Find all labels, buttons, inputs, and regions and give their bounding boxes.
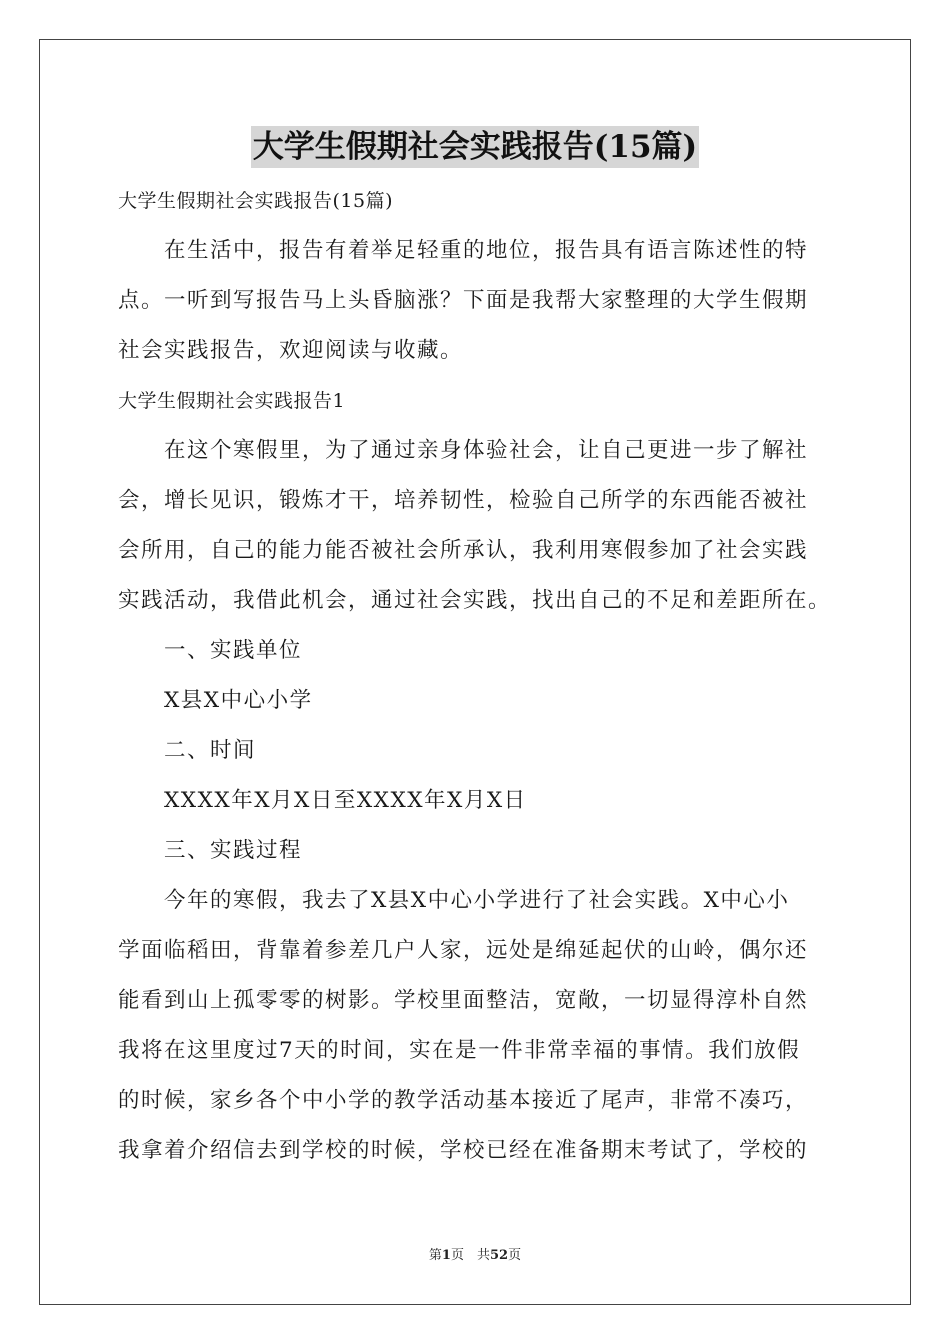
paragraph-line: 我拿着介绍信去到学校的时候，学校已经在准备期末考试了，学校的 [118, 1138, 809, 1163]
paragraph-line: 在这个寒假里，为了通过亲身体验社会，让自己更进一步了解社 [164, 438, 809, 463]
paragraph-line: 在生活中，报告有着举足轻重的地位，报告具有语言陈述性的特 [164, 238, 809, 263]
paragraph-line: 能看到山上孤零零的树影。学校里面整洁，宽敞，一切显得淳朴自然 [118, 988, 809, 1013]
footer-total-pages: 52 [489, 1248, 509, 1263]
list-value: X县X中心小学 [164, 688, 313, 713]
document-body [118, 176, 838, 1176]
paragraph-line: 会所用，自己的能力能否被社会所承认，我利用寒假参加了社会实践 [118, 538, 809, 563]
footer-suffix: 页 [508, 1248, 522, 1263]
paragraph-line: 今年的寒假，我去了X县X中心小学进行了社会实践。X中心小 [164, 888, 790, 913]
title-container [0, 126, 950, 168]
paragraph-line: 实践活动，我借此机会，通过社会实践，找出自己的不足和差距所在。 [118, 588, 832, 613]
document-title: 大学生假期社会实践报告(15篇) [251, 126, 699, 168]
footer-prefix: 第 [428, 1248, 442, 1263]
subtitle-line: 大学生假期社会实践报告(15篇) [118, 190, 394, 212]
list-value: XXXX年X月X日至XXXX年X月X日 [164, 788, 527, 813]
paragraph-line: 的时候，家乡各个中小学的教学活动基本接近了尾声，非常不凑巧， [118, 1088, 809, 1113]
paragraph-line: 会，增长见识，锻炼才干，培养韧性，检验自己所学的东西能否被社 [118, 488, 809, 513]
paragraph-line: 学面临稻田，背靠着参差几户人家，远处是绵延起伏的山岭，偶尔还 [118, 938, 809, 963]
footer-mid: 页 共 [450, 1248, 490, 1263]
list-heading: 二、时间 [164, 738, 257, 763]
paragraph-line: 点。一听到写报告马上头昏脑涨？下面是我帮大家整理的大学生假期 [118, 288, 809, 313]
list-heading: 三、实践过程 [164, 838, 303, 863]
section-heading: 大学生假期社会实践报告1 [118, 390, 346, 412]
page-footer [0, 1247, 950, 1265]
paragraph-line: 我将在这里度过7天的时间，实在是一件非常幸福的事情。我们放假 [118, 1038, 801, 1063]
footer-current-page: 1 [441, 1248, 451, 1263]
paragraph-line: 社会实践报告，欢迎阅读与收藏。 [118, 338, 464, 363]
list-heading: 一、实践单位 [164, 638, 303, 663]
